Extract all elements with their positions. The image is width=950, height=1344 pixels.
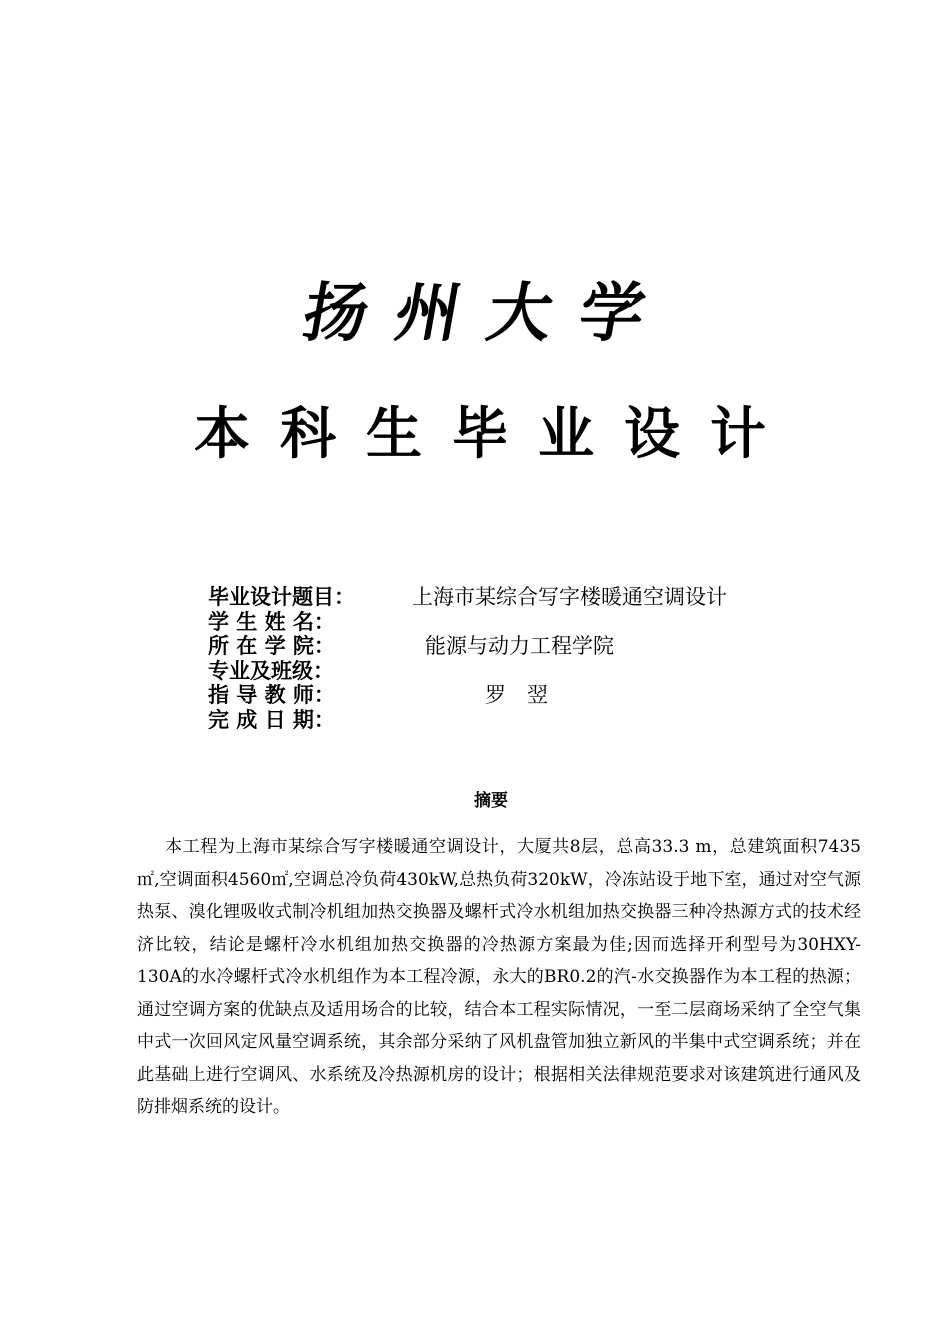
info-row-student-name	[208, 610, 848, 635]
document-type-title: 本科生毕业设计	[194, 402, 796, 467]
info-label-college: 所 在 学 院：	[208, 634, 335, 658]
info-label-advisor: 指 导 教 师：	[208, 683, 335, 707]
info-label-major-class: 专业及班级：	[208, 658, 334, 683]
cover-info-block	[208, 585, 848, 732]
info-label-topic: 毕业设计题目：	[208, 585, 355, 609]
info-value-topic: 上海市某综合写字楼暖通空调设计	[412, 585, 727, 609]
info-label-completion-date: 完 成 日 期：	[208, 707, 335, 732]
info-row-major-class	[208, 659, 848, 684]
info-row-completion-date	[208, 708, 848, 733]
info-row-advisor	[208, 683, 848, 708]
info-value-college: 能源与动力工程学院	[425, 634, 614, 658]
info-value-advisor: 罗 翌	[485, 683, 548, 707]
info-row-topic	[208, 585, 848, 610]
abstract-heading: 摘要	[474, 791, 508, 811]
info-row-college	[208, 634, 848, 659]
university-name: 扬州大学	[297, 276, 679, 351]
info-label-student-name: 学 生 姓 名：	[208, 609, 335, 634]
abstract-body: 本工程为上海市某综合写字楼暖通空调设计，大厦共8层，总高33.3 m，总建筑面积7435㎡,空调面积4560㎡,空调总冷负荷430kW,总热负荷320kW，冷冻站设于地下室，通过对空气源热泵、溴化锂吸收式制冷机组加热交换器及螺杆式冷水机组加热交换器三种冷热源方式的技术经济比较，结论是螺杆冷水机组加热交换器的冷热源方案最为佳;因而选择开利型号为30HXY-130A的水冷螺杆式冷水机组作为本工程冷源，永大的BR0.2的汽-水交换器作为本工程的热源；通过空调方案的优缺点及适用场合的比较，结合本工程实际情况，一至二层商场采纳了全空气集中式一次回风定风量空调系统，其余部分采纳了风机盘管加独立新风的半集中式空调系统；并在此基础上进行空调风、水系统及冷热源机房的设计；根据相关法律规范要求对该建筑进行通风及防排烟系统的设计。	[137, 837, 861, 1117]
